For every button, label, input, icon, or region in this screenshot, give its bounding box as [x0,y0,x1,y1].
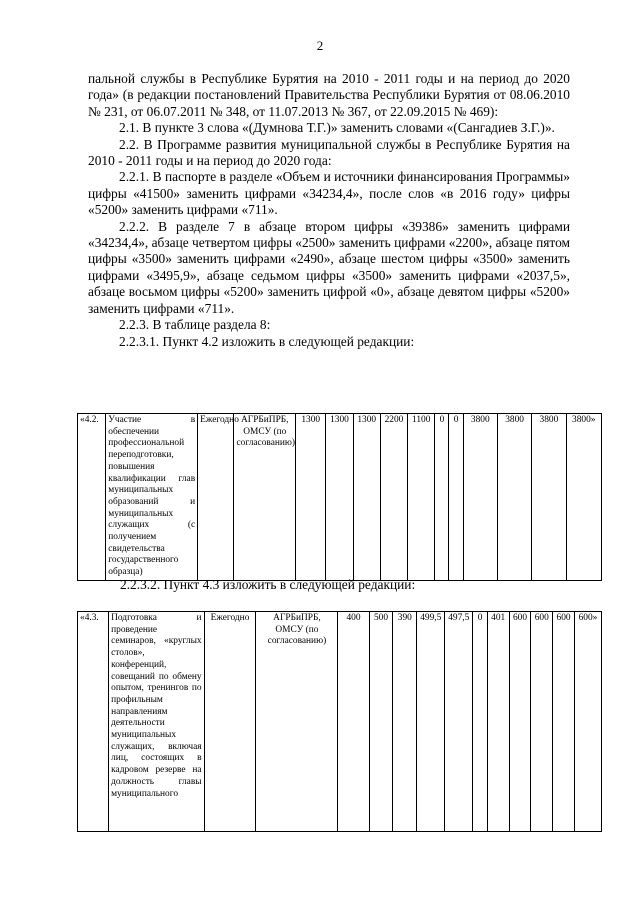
table-item-4-2 [77,413,602,581]
value-cell: 600 [553,612,575,832]
paragraph: 2.2.3.1. Пункт 4.2 изложить в следующей редакции: [119,333,415,349]
value-cell: 0 [435,414,449,581]
paragraph: 2.2. В Программе развития муниципальной службы в Республике Бурятия на 2010 - 2011 годы и на период до 2020 года: [88,136,570,169]
period: Ежегодно [198,414,234,581]
value-cell: 600 [531,612,553,832]
executor: АГРБиПРБ, ОМСУ (по согласованию) [234,414,296,581]
page-number: 2 [316,38,324,53]
paragraph: 2.1. В пункте 3 слова «(Думнова Т.Г.)» заменить словами «(Сангадиев З.Г.)». [119,120,555,136]
subheading: 2.2.3.2. Пункт 4.3 изложить в следующей редакции: [120,577,416,592]
executor: АГРБиПРБ, ОМСУ (по согласованию) [256,612,338,832]
value-cell: 390 [393,612,417,832]
paragraph: пальной службы в Республике Бурятия на 2010 - 2011 годы и на период до 2020 года» (в редакции постановлений Правительства Республики Бурятия от 08.06.2010 № 231, от 06.07.2011 № 348, от 11.07.2013 № 367, от 22.09.2015 № 469): [88,71,570,119]
period: Ежегодно [204,612,256,832]
value-cell: 1300 [296,414,326,581]
value-cell: 3800 [532,414,566,581]
value-cell: 2200 [380,414,407,581]
value-cell: 1300 [353,414,380,581]
value-cell: 401 [487,612,509,832]
value-cell: 0 [473,612,488,832]
row-number: «4.3. [78,612,109,832]
table-item-4-3 [77,611,602,832]
body-text [88,71,570,350]
value-cell: 0 [449,414,463,581]
row-number: «4.2. [78,414,106,581]
value-cell: 600 [509,612,531,832]
paragraph: 2.2.2. В разделе 7 в абзаце втором цифры «39386» заменить цифрами «34234,4», абзаце четвертом цифры «2500» заменить цифрами «2200», абзаце пятом цифры «3500» заменить цифрами «2490», абзаце шестом цифры «3500» заменить цифрами «3495,9», абзаце седьмом цифры «3500» заменить цифрами «2037,5», абзаце восьмом цифры «5200» заменить цифрой «0», абзаце девятом цифры «5200» заменить цифрами «711». [88,218,570,316]
value-cell: 499,5 [417,612,445,832]
paragraph: 2.2.3. В таблице раздела 8: [119,317,271,333]
value-cell: 1100 [408,414,435,581]
value-cell: 3800 [497,414,531,581]
paragraph: 2.2.1. В паспорте в разделе «Объем и источники финансирования Программы» цифры «41500» заменить цифрами «34234,4», после слов «в 2016 году» цифры «5200» заменить цифрами «711». [88,169,570,218]
value-cell: 3800 [463,414,497,581]
activity-name: Подготовка и проведение семинаров, «круглых столов», конференций, совещаний по обмену опытом, тренингов по профильным направлениям деятельности муниципальных служащих, включая лиц, состоящих в кадровом резерве на должность главы муниципального [109,612,204,832]
value-cell: 3800» [566,414,601,581]
value-cell: 600» [574,612,601,832]
value-cell: 400 [338,612,369,832]
value-cell: 500 [369,612,393,832]
activity-name: Участие в обеспечении профессиональной переподготовки, повышения квалификации глав муниципальных образований и муниципальных служащих (с получением свидетельства государственного образца) [106,414,198,581]
value-cell: 1300 [326,414,353,581]
value-cell: 497,5 [445,612,473,832]
